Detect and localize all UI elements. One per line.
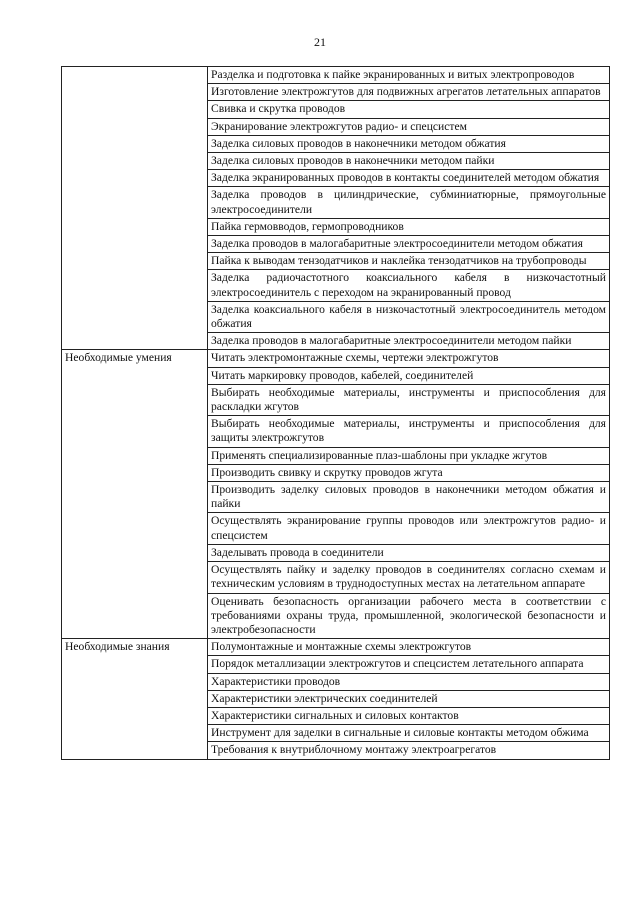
table-cell-item: Инструмент для заделки в сигнальные и силовые контакты методом обжима xyxy=(208,725,610,742)
table-cell-item: Характеристики проводов xyxy=(208,673,610,690)
table-cell-item: Экранирование электрожгутов радио- и спецсистем xyxy=(208,118,610,135)
table-cell-item: Заделка проводов в малогабаритные электросоединители методом обжатия xyxy=(208,236,610,253)
table-cell-item: Требования к внутриблочному монтажу электроагрегатов xyxy=(208,742,610,759)
table-cell-item: Выбирать необходимые материалы, инструменты и приспособления для раскладки жгутов xyxy=(208,384,610,415)
table-cell-item: Оценивать безопасность организации рабочего места в соответствии с требованиями охраны труда, промышленной, экологической безопасности и электробезопасности xyxy=(208,593,610,639)
table-cell-item: Выбирать необходимые материалы, инструменты и приспособления для защиты электрожгутов xyxy=(208,416,610,447)
table-cell-item: Читать маркировку проводов, кабелей, соединителей xyxy=(208,367,610,384)
table-cell-item: Производить свивку и скрутку проводов жгута xyxy=(208,464,610,481)
table-cell-item: Порядок металлизации электрожгутов и спецсистем летательного аппарата xyxy=(208,656,610,673)
table-cell-item: Пайка к выводам тензодатчиков и наклейка тензодатчиков на трубопроводы xyxy=(208,253,610,270)
table-row xyxy=(62,639,610,656)
table-cell-item: Производить заделку силовых проводов в наконечники методом обжатия и пайки xyxy=(208,482,610,513)
table-cell-item: Заделка силовых проводов в наконечники методом обжатия xyxy=(208,135,610,152)
table-cell-item: Характеристики электрических соединителей xyxy=(208,690,610,707)
table-cell-item: Заделка коаксиального кабеля в низкочастотный электросоединитель методом обжатия xyxy=(208,301,610,332)
table-cell-item: Заделка силовых проводов в наконечники методом пайки xyxy=(208,153,610,170)
table-cell-item: Заделка проводов в малогабаритные электросоединители методом пайки xyxy=(208,333,610,350)
table-row xyxy=(62,350,610,367)
table-cell-item: Осуществлять пайку и заделку проводов в соединителях согласно схемам и техническим условиям в труднодоступных местах на летательном аппарате xyxy=(208,562,610,593)
table-cell-item: Свивка и скрутка проводов xyxy=(208,101,610,118)
requirements-table xyxy=(61,66,610,760)
table-cell-item: Заделывать провода в соединители xyxy=(208,544,610,561)
table-cell-item: Характеристики сигнальных и силовых контактов xyxy=(208,707,610,724)
table-cell-item: Изготовление электрожгутов для подвижных агрегатов летательных аппаратов xyxy=(208,84,610,101)
page-number: 21 xyxy=(314,35,326,49)
section-label xyxy=(62,67,208,350)
table-cell-item: Осуществлять экранирование группы проводов или электрожгутов радио- и спецсистем xyxy=(208,513,610,544)
table-cell-item: Заделка экранированных проводов в контакты соединителей методом обжатия xyxy=(208,170,610,187)
table-cell-item: Полумонтажные и монтажные схемы электрожгутов xyxy=(208,639,610,656)
table-row xyxy=(62,67,610,84)
section-label: Необходимые умения xyxy=(62,350,208,639)
table-cell-item: Разделка и подготовка к пайке экранированных и витых электропроводов xyxy=(208,67,610,84)
table-cell-item: Применять специализированные плаз-шаблоны при укладке жгутов xyxy=(208,447,610,464)
table-cell-item: Заделка радиочастотного коаксиального кабеля в низкочастотный электросоединитель с переходом на экранированный провод xyxy=(208,270,610,301)
section-label: Необходимые знания xyxy=(62,639,208,759)
table-cell-item: Читать электромонтажные схемы, чертежи электрожгутов xyxy=(208,350,610,367)
table-cell-item: Пайка гермовводов, гермопроводников xyxy=(208,218,610,235)
table-cell-item: Заделка проводов в цилиндрические, субминиатюрные, прямоугольные электросоединители xyxy=(208,187,610,218)
